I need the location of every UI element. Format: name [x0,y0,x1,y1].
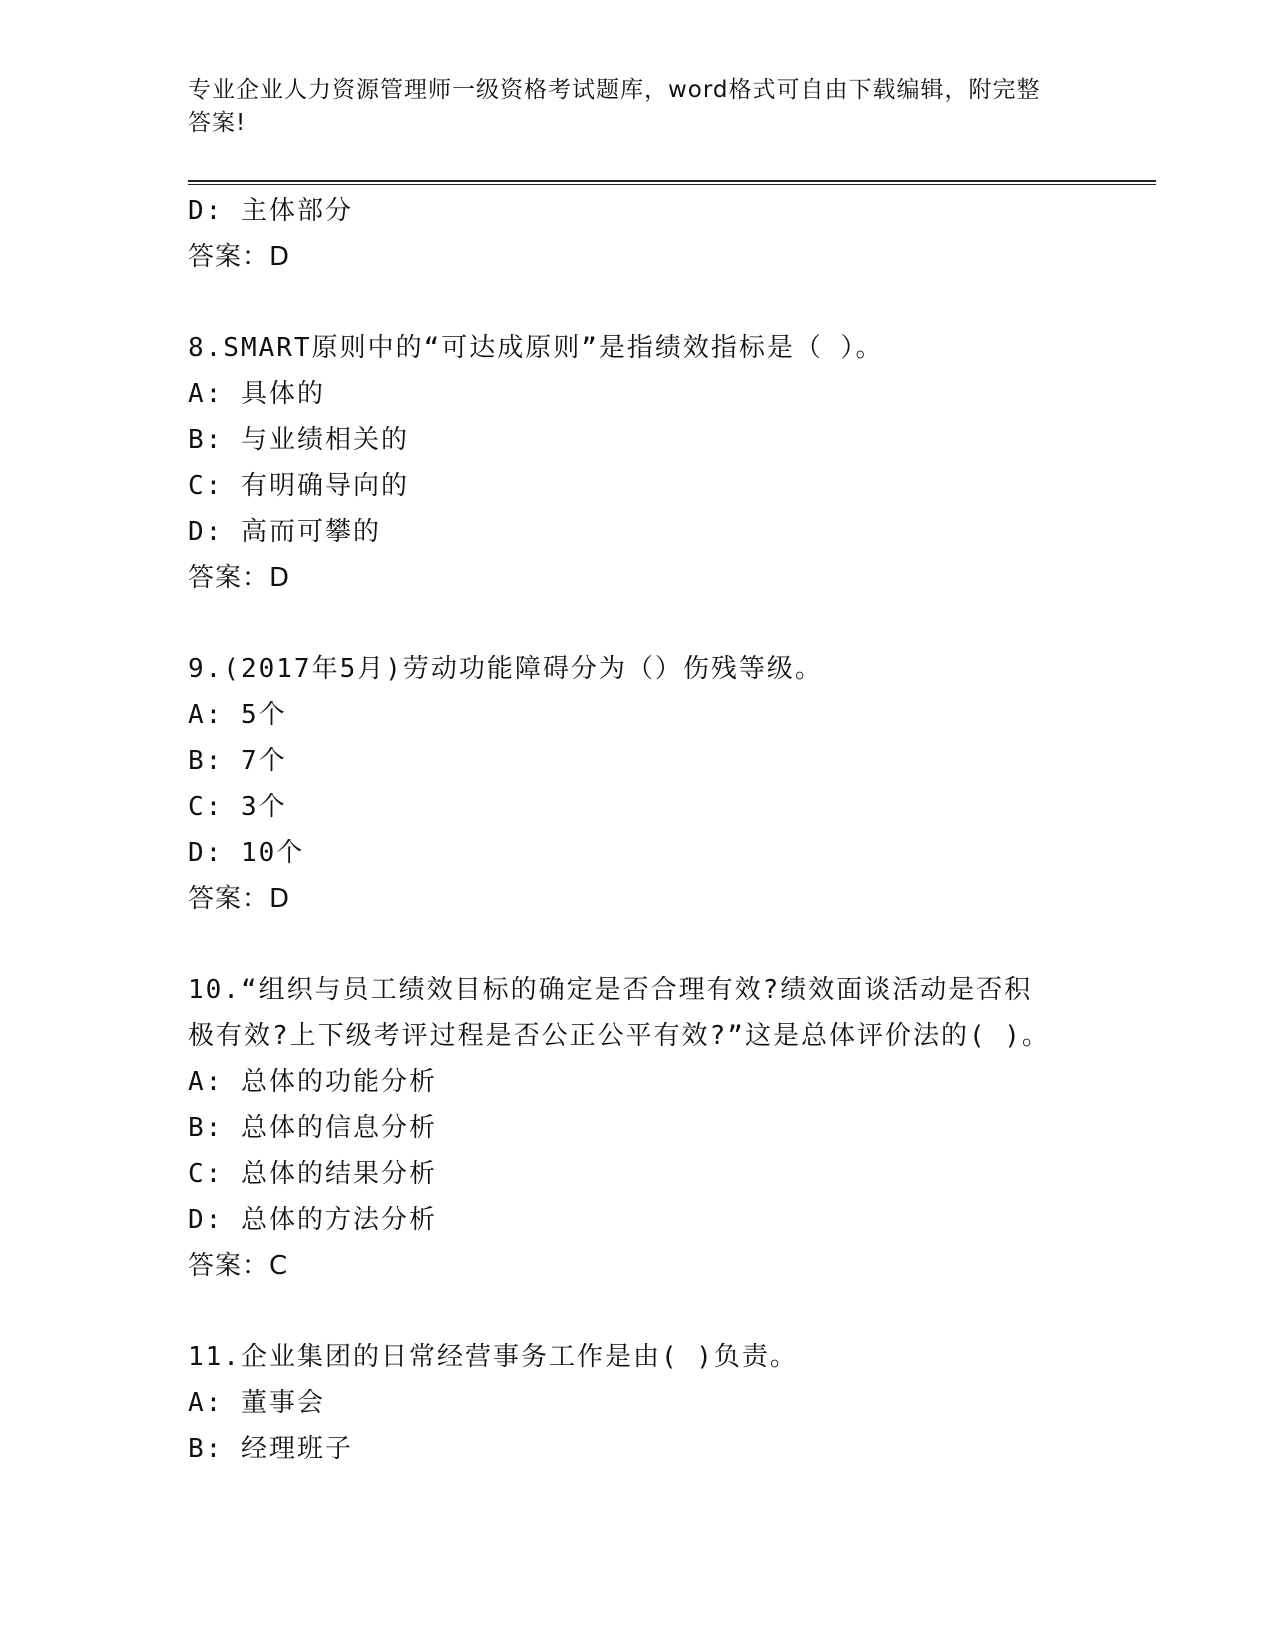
header-rule-thick [188,180,1156,182]
answer-line: 答案：D [188,884,291,914]
option-b: B: 总体的信息分析 [188,1113,437,1143]
question-text: 11.企业集团的日常经营事务工作是由( )负责。 [188,1342,798,1372]
question-9 [188,646,1088,922]
option-d: D: 10个 [188,838,305,868]
question-text: 9.(2017年5月)劳动功能障碍分为（）伤残等级。 [188,654,823,684]
option-a: A: 董事会 [188,1388,325,1418]
option-a: A: 5个 [188,700,287,730]
option-c: C: 有明确导向的 [188,471,409,501]
option-c: C: 总体的结果分析 [188,1159,437,1189]
option-a: A: 具体的 [188,379,325,409]
header-line-1: 专业企业人力资源管理师一级资格考试题库，word格式可自由下载编辑，附完整 [188,77,1041,103]
option-b: B: 与业绩相关的 [188,425,409,455]
option-c: C: 3个 [188,792,287,822]
header-rule-thin [188,184,1156,185]
answer-line: 答案：D [188,563,291,593]
answer-line: 答案：D [188,242,291,272]
option-d: D: 高而可攀的 [188,517,381,547]
question-text: 8.SMART原则中的“可达成原则”是指绩效指标是（ ）。 [188,333,884,363]
previous-question-tail [188,188,1088,280]
answer-line: 答案：C [188,1251,289,1281]
header-line-2: 答案! [188,110,247,136]
option-d: D: 主体部分 [188,196,353,226]
question-11 [188,1334,1088,1472]
question-text-line-1: 10.“组织与员工绩效目标的确定是否合理有效?绩效面谈活动是否积 [188,975,1033,1005]
question-10 [188,967,1088,1289]
document-header [188,74,1088,140]
option-b: B: 7个 [188,746,287,776]
question-list [188,188,1088,1472]
question-8 [188,325,1088,601]
option-b: B: 经理班子 [188,1434,353,1464]
question-text-line-2: 极有效?上下级考评过程是否公正公平有效?”这是总体评价法的( )。 [188,1021,1050,1051]
option-d: D: 总体的方法分析 [188,1205,437,1235]
option-a: A: 总体的功能分析 [188,1067,437,1097]
